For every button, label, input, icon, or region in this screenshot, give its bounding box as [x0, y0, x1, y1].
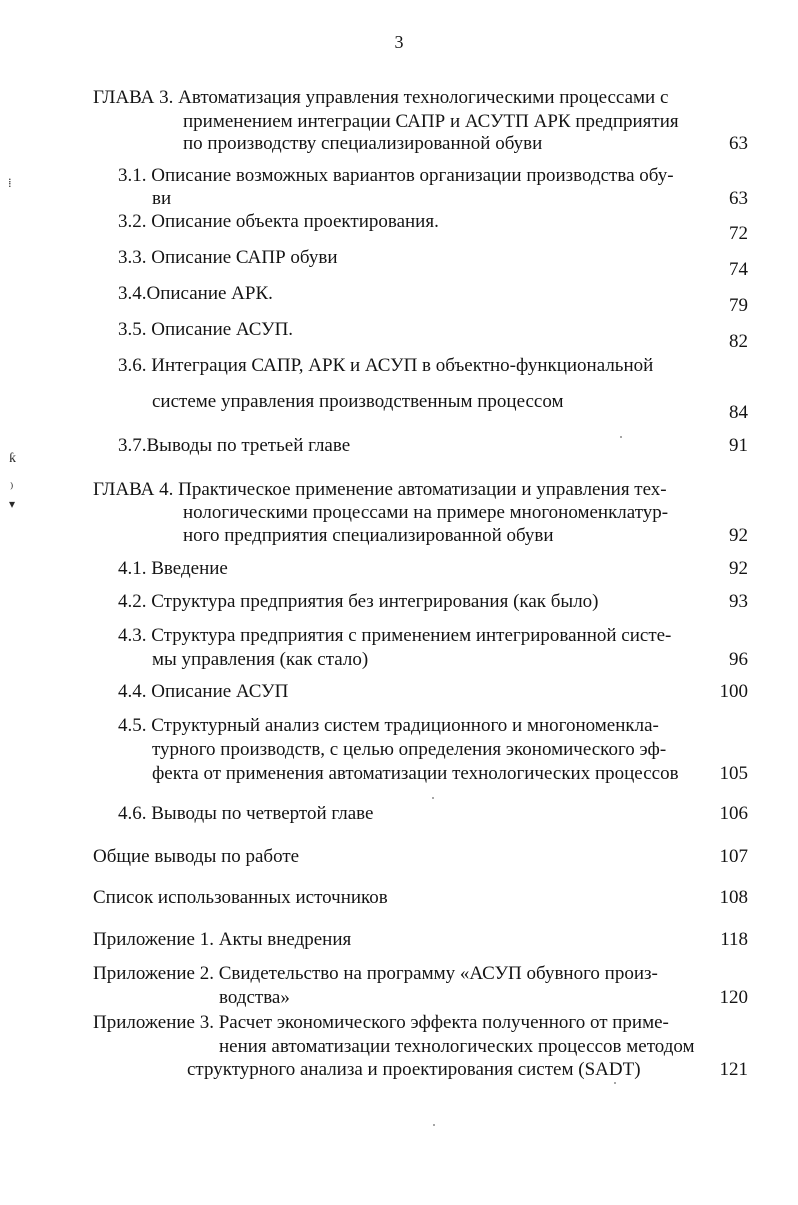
scan-speck-dot [432, 797, 434, 799]
toc-entry-4-4-page: 100 [719, 681, 748, 702]
toc-entry-appendix-3-line-1: Приложение 3. Расчет экономического эффекта полученного от приме- [93, 1012, 669, 1033]
toc-entry-3-4-page: 79 [729, 295, 748, 316]
toc-entry-4-4-line-1: 4.4. Описание АСУП [118, 681, 289, 702]
toc-entry-3-3-line-1: 3.3. Описание САПР обуви [118, 247, 338, 268]
scan-speck-mark: ƙ [9, 451, 16, 466]
toc-entry-3-7-page: 91 [729, 435, 748, 456]
scan-speck-dot [433, 1124, 435, 1126]
toc-entry-appendix-3-line-2: нения автоматизации технологических процессов методом [219, 1036, 695, 1057]
toc-entry-conclusions-line-1: Общие выводы по работе [93, 846, 300, 867]
page-number: 3 [394, 32, 404, 52]
toc-entry-4-6-page: 106 [719, 803, 748, 824]
toc-entry-4-3-page: 96 [729, 649, 748, 670]
toc-entry-3-6-line-1: 3.6. Интеграция САПР, АРК и АСУП в объектно-функциональной [118, 355, 654, 376]
toc-entry-chapter-3-line-1: ГЛАВА 3. Автоматизация управления технологическими процессами с [93, 87, 669, 108]
toc-entry-3-4-line-1: 3.4.Описание АРК. [118, 283, 273, 304]
toc-entry-chapter-3-line-3: по производству специализированной обуви [183, 133, 543, 154]
toc-entry-4-5-page: 105 [719, 763, 748, 784]
toc-entry-appendix-1-page: 118 [720, 929, 748, 950]
scan-speck-mark: ▾ [9, 497, 16, 511]
toc-entry-3-6-line-2: системе управления производственным процессом [152, 391, 564, 412]
toc-entry-appendix-1-line-1: Приложение 1. Акты внедрения [93, 929, 352, 950]
toc-entry-chapter-4-page: 92 [729, 525, 748, 546]
toc-entry-references-line-1: Список использованных источников [93, 887, 388, 908]
toc-entry-3-5-line-1: 3.5. Описание АСУП. [118, 319, 294, 340]
toc-entry-chapter-3-page: 63 [729, 133, 748, 154]
toc-entry-4-6-line-1: 4.6. Выводы по четвертой главе [118, 803, 374, 824]
toc-entry-3-7-line-1: 3.7.Выводы по третьей главе [118, 435, 351, 456]
toc-entry-chapter-3-line-2: применением интеграции САПР и АСУТП АРК предприятия [183, 111, 679, 132]
toc-entry-3-1-line-2: ви [152, 188, 172, 209]
toc-entry-conclusions-page: 107 [719, 846, 748, 867]
toc-entry-4-3-line-2: мы управления (как стало) [152, 649, 369, 670]
toc-entry-chapter-4-line-2: нологическими процессами на примере многономенклатур- [183, 502, 669, 523]
toc-entry-chapter-4-line-1: ГЛАВА 4. Практическое применение автоматизации и управления тех- [93, 479, 667, 500]
toc-entry-appendix-2-page: 120 [719, 987, 748, 1008]
toc-entry-4-1-line-1: 4.1. Введение [118, 558, 228, 579]
toc-entry-appendix-2-line-1: Приложение 2. Свидетельство на программу «АСУП обувного произ- [93, 963, 658, 984]
toc-entry-3-6-page: 84 [729, 402, 748, 423]
toc-entry-references-page: 108 [719, 887, 748, 908]
toc-entry-appendix-3-page: 121 [719, 1059, 748, 1080]
toc-entry-3-3-page: 74 [729, 259, 748, 280]
toc-entry-4-2-line-1: 4.2. Структура предприятия без интегрирования (как было) [118, 591, 599, 612]
toc-entry-appendix-2-line-2: водства» [219, 987, 290, 1008]
toc-entry-4-5-line-2: турного производств, с целью определения экономического эф- [152, 739, 667, 760]
toc-entry-chapter-4-line-3: ного предприятия специализированной обуви [183, 525, 554, 546]
toc-entry-3-1-line-1: 3.1. Описание возможных вариантов организации производства обу- [118, 165, 674, 186]
scan-speck-dot [614, 1082, 616, 1084]
toc-entry-4-2-page: 93 [729, 591, 748, 612]
toc-entry-4-5-line-3: фекта от применения автоматизации технологических процессов [152, 763, 679, 784]
toc-entry-3-2-page: 72 [729, 223, 748, 244]
toc-entry-3-5-page: 82 [729, 331, 748, 352]
scan-speck-dot [620, 436, 622, 438]
toc-entry-4-1-page: 92 [729, 558, 748, 579]
toc-entry-3-1-page: 63 [729, 188, 748, 209]
toc-entry-3-2-line-1: 3.2. Описание объекта проектирования. [118, 211, 439, 232]
toc-entry-4-3-line-1: 4.3. Структура предприятия с применением интегрированной систе- [118, 625, 672, 646]
toc-entry-appendix-3-line-3: структурного анализа и проектирования систем (SADT) [187, 1059, 641, 1080]
scan-speck-mark: ⁾ [10, 482, 14, 497]
scan-speck-mark: ⁞ [8, 175, 12, 190]
toc-entry-4-5-line-1: 4.5. Структурный анализ систем традиционного и многономенкла- [118, 715, 659, 736]
